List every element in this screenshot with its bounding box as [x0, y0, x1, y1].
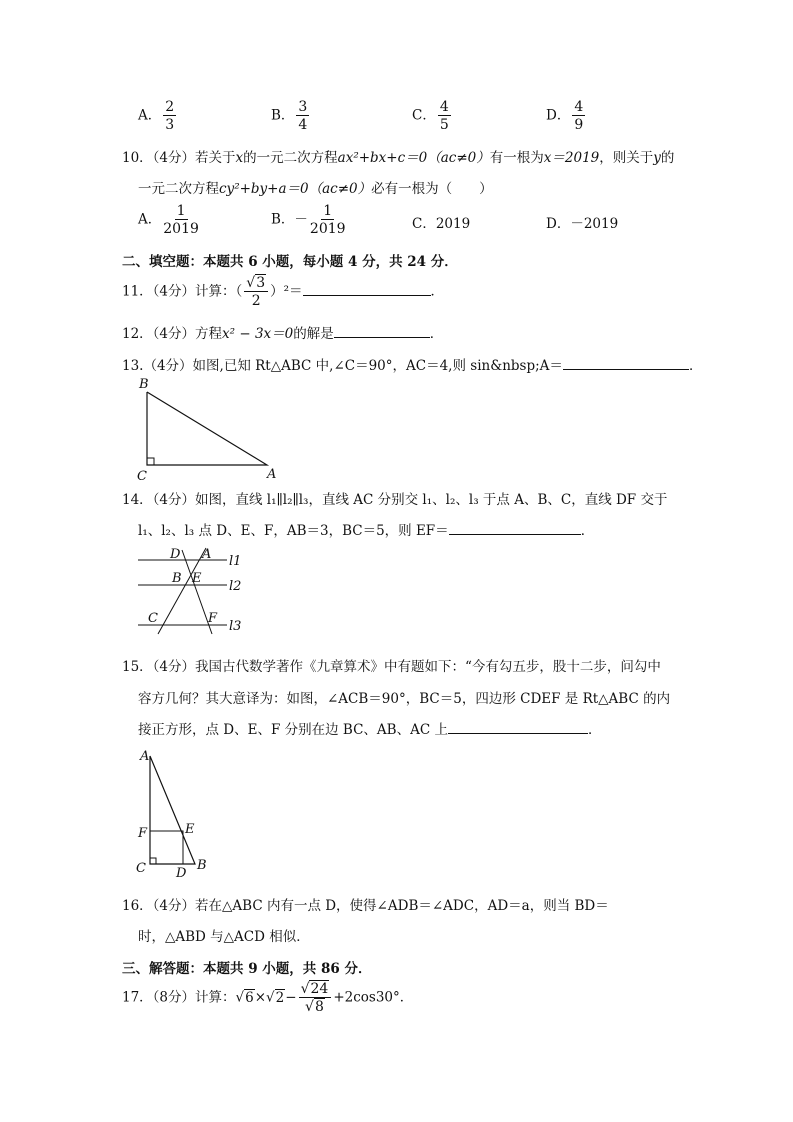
fraction: [163, 204, 199, 236]
numerator: 3: [298, 99, 308, 115]
q15-line3: [138, 718, 601, 738]
q13-end: ．: [688, 358, 703, 374]
q14-line1: 14．（4分）如图，直线 l₁∥l₂∥l₃，直线 AC 分别交 l₁、l₂、l₃ 于点 A、B、C，直线 DF 交于: [122, 492, 668, 508]
q10-option-d: D．－2019: [546, 216, 619, 232]
times-sign: ×: [254, 989, 267, 1006]
denominator: 2019: [309, 221, 346, 237]
radicand: 3: [256, 275, 266, 291]
numerator: √24: [299, 982, 332, 998]
numerator: 1: [176, 203, 186, 219]
denominator: 2: [251, 293, 261, 309]
q15-line2: 容方几何？其大意译为：如图，∠ACB＝90°，BC＝5，四边形 CDEF 是 Rt△ABC 的内: [138, 691, 671, 707]
line-label-l2: l2: [229, 579, 242, 594]
answer-blank[interactable]: [334, 325, 430, 338]
q10-text: 一元二次方程: [138, 181, 219, 197]
fraction: [163, 100, 176, 132]
q15-line1: 15．（4分）我国古代数学著作《九章算术》中有题如下：“今有勾五步，股十二步，问勾中: [122, 659, 661, 675]
q14-text: l₁、l₂、l₃ 点 D、E、F，AB＝3，BC＝5，则 EF＝: [138, 523, 449, 539]
option-label: B．－: [271, 211, 308, 228]
denominator: 9: [574, 117, 584, 133]
q10-text: ，则关于: [599, 150, 654, 166]
numerator: 1: [323, 203, 333, 219]
point-label-d: D: [176, 866, 187, 880]
q10-text: 有一根为: [489, 150, 544, 166]
denominator: √8: [305, 999, 324, 1015]
q9-option-c: [412, 100, 453, 132]
q10-text: 10．（4分）若关于: [122, 150, 236, 166]
variable-y: y: [653, 150, 661, 166]
q13: [122, 354, 702, 374]
option-label: B．: [271, 107, 295, 124]
option-label: C．: [412, 107, 436, 124]
fraction: [296, 100, 309, 132]
q9-option-a: [138, 100, 178, 132]
option-label: D．: [546, 107, 571, 124]
q17: 17．（8分）计算：√6×√2− $\frac{√24}{√8}$ +2cos30°．: [122, 981, 414, 1015]
q16-line1: 16．（4分）若在△ABC 内有一点 D，使得∠ADB＝∠ADC，AD＝a，则当 BD＝: [122, 898, 609, 914]
q10-text: 的一元二次方程: [243, 150, 338, 166]
radicand: 2: [275, 989, 285, 1006]
q10-text: 必有一根为（ ）: [371, 181, 493, 197]
denominator: 2019: [163, 221, 199, 237]
point-label-e: E: [185, 822, 195, 837]
q14-end: ．: [580, 523, 595, 539]
vertex-label-b: B: [197, 858, 207, 873]
q12-end: ．: [429, 326, 444, 342]
fraction: [299, 982, 332, 1014]
vertex-label-c: C: [136, 861, 146, 876]
equation: cy²+by+a＝0（ac≠0）: [219, 181, 372, 197]
q14-parallel-lines-figure: [132, 542, 252, 636]
q13-triangle-figure: [130, 372, 290, 484]
triangle-abc: [147, 392, 267, 465]
q15-text: 接正方形，点 D、E、F 分别在边 BC、AB、AC 上: [138, 722, 448, 738]
fraction: [438, 100, 451, 132]
denominator: 3: [165, 117, 175, 133]
vertex-label-c: C: [137, 469, 147, 484]
point-label-e: E: [192, 571, 202, 586]
numerator: 4: [439, 99, 449, 115]
q15-inscribed-square-figure: [130, 744, 220, 880]
q9-option-b: [271, 100, 311, 132]
q11-text: ）²＝: [270, 283, 303, 300]
section-title-solutions: 三、解答题：本题共 9 小题，共 86 分．: [122, 961, 372, 977]
equation: x² − 3x＝0: [222, 326, 294, 342]
answer-blank[interactable]: [563, 357, 689, 370]
equation: ax²+bx+c＝0（ac≠0）: [337, 150, 490, 166]
line-label-l3: l3: [229, 619, 242, 634]
q11: [122, 276, 444, 308]
numerator: 4: [574, 99, 584, 115]
option-label: A．: [138, 107, 162, 124]
q10-option-c: C．2019: [412, 216, 471, 232]
minus-sign: −: [285, 989, 297, 1006]
q10-option-b: [271, 204, 348, 236]
fraction: [572, 100, 585, 132]
denominator: 4: [298, 117, 308, 133]
q12-text: 12．（4分）方程: [122, 326, 223, 342]
q17-text: +2cos30°．: [333, 989, 414, 1006]
denominator: 5: [439, 117, 449, 133]
q11-end: ．: [430, 283, 445, 300]
vertex-label-b: B: [139, 377, 149, 392]
q15-end: ．: [587, 722, 602, 738]
radicand: 8: [314, 999, 324, 1015]
vertex-label-a: A: [140, 749, 150, 764]
point-label-c: C: [148, 611, 158, 626]
fraction: [244, 276, 268, 308]
numerator: √3: [244, 276, 268, 292]
point-label-f: F: [138, 826, 148, 841]
option-label: A．: [138, 211, 162, 228]
answer-blank[interactable]: [449, 522, 581, 535]
q17-text: 17．（8分）计算：: [122, 989, 236, 1006]
radicand: 6: [245, 989, 254, 1006]
q14-line2: [138, 519, 594, 539]
section-title-fill-in: 二、填空题：本题共 6 小题，每小题 4 分，共 24 分．: [122, 254, 458, 270]
q11-text: 11．（4分）计算：（: [122, 283, 243, 300]
transversal-ac: [158, 548, 206, 634]
radicand: 24: [310, 981, 329, 997]
q10-text: 的: [660, 150, 675, 166]
triangle-abc: [150, 756, 195, 864]
right-angle-mark: [147, 458, 154, 465]
q9-option-d: [546, 100, 587, 132]
q10-option-a: [138, 204, 201, 236]
answer-blank[interactable]: [448, 721, 588, 734]
point-label-b: B: [172, 571, 182, 586]
q10-line2: [138, 177, 493, 197]
q12-text: 的解是: [293, 326, 334, 342]
q10-line1: [122, 146, 674, 166]
q12: [122, 322, 443, 342]
point-label-d: D: [170, 547, 181, 562]
fraction: [310, 204, 346, 236]
square-cdef: [150, 831, 183, 864]
root-value: x＝2019: [543, 150, 600, 166]
q13-text: 13.（4分）如图,已知 Rt△ABC 中,∠C＝90°，AC＝4,则 sin&nbsp;A＝: [122, 358, 563, 374]
line-label-l1: l1: [229, 554, 242, 569]
variable-x: x: [235, 150, 244, 166]
point-label-a: A: [202, 547, 212, 562]
q16-line2: 时，△ABD 与△ACD 相似．: [138, 929, 310, 945]
right-angle-mark: [150, 858, 156, 864]
point-label-f: F: [208, 611, 218, 626]
answer-blank[interactable]: [303, 283, 431, 296]
vertex-label-a: A: [267, 467, 277, 482]
numerator: 2: [165, 99, 175, 115]
